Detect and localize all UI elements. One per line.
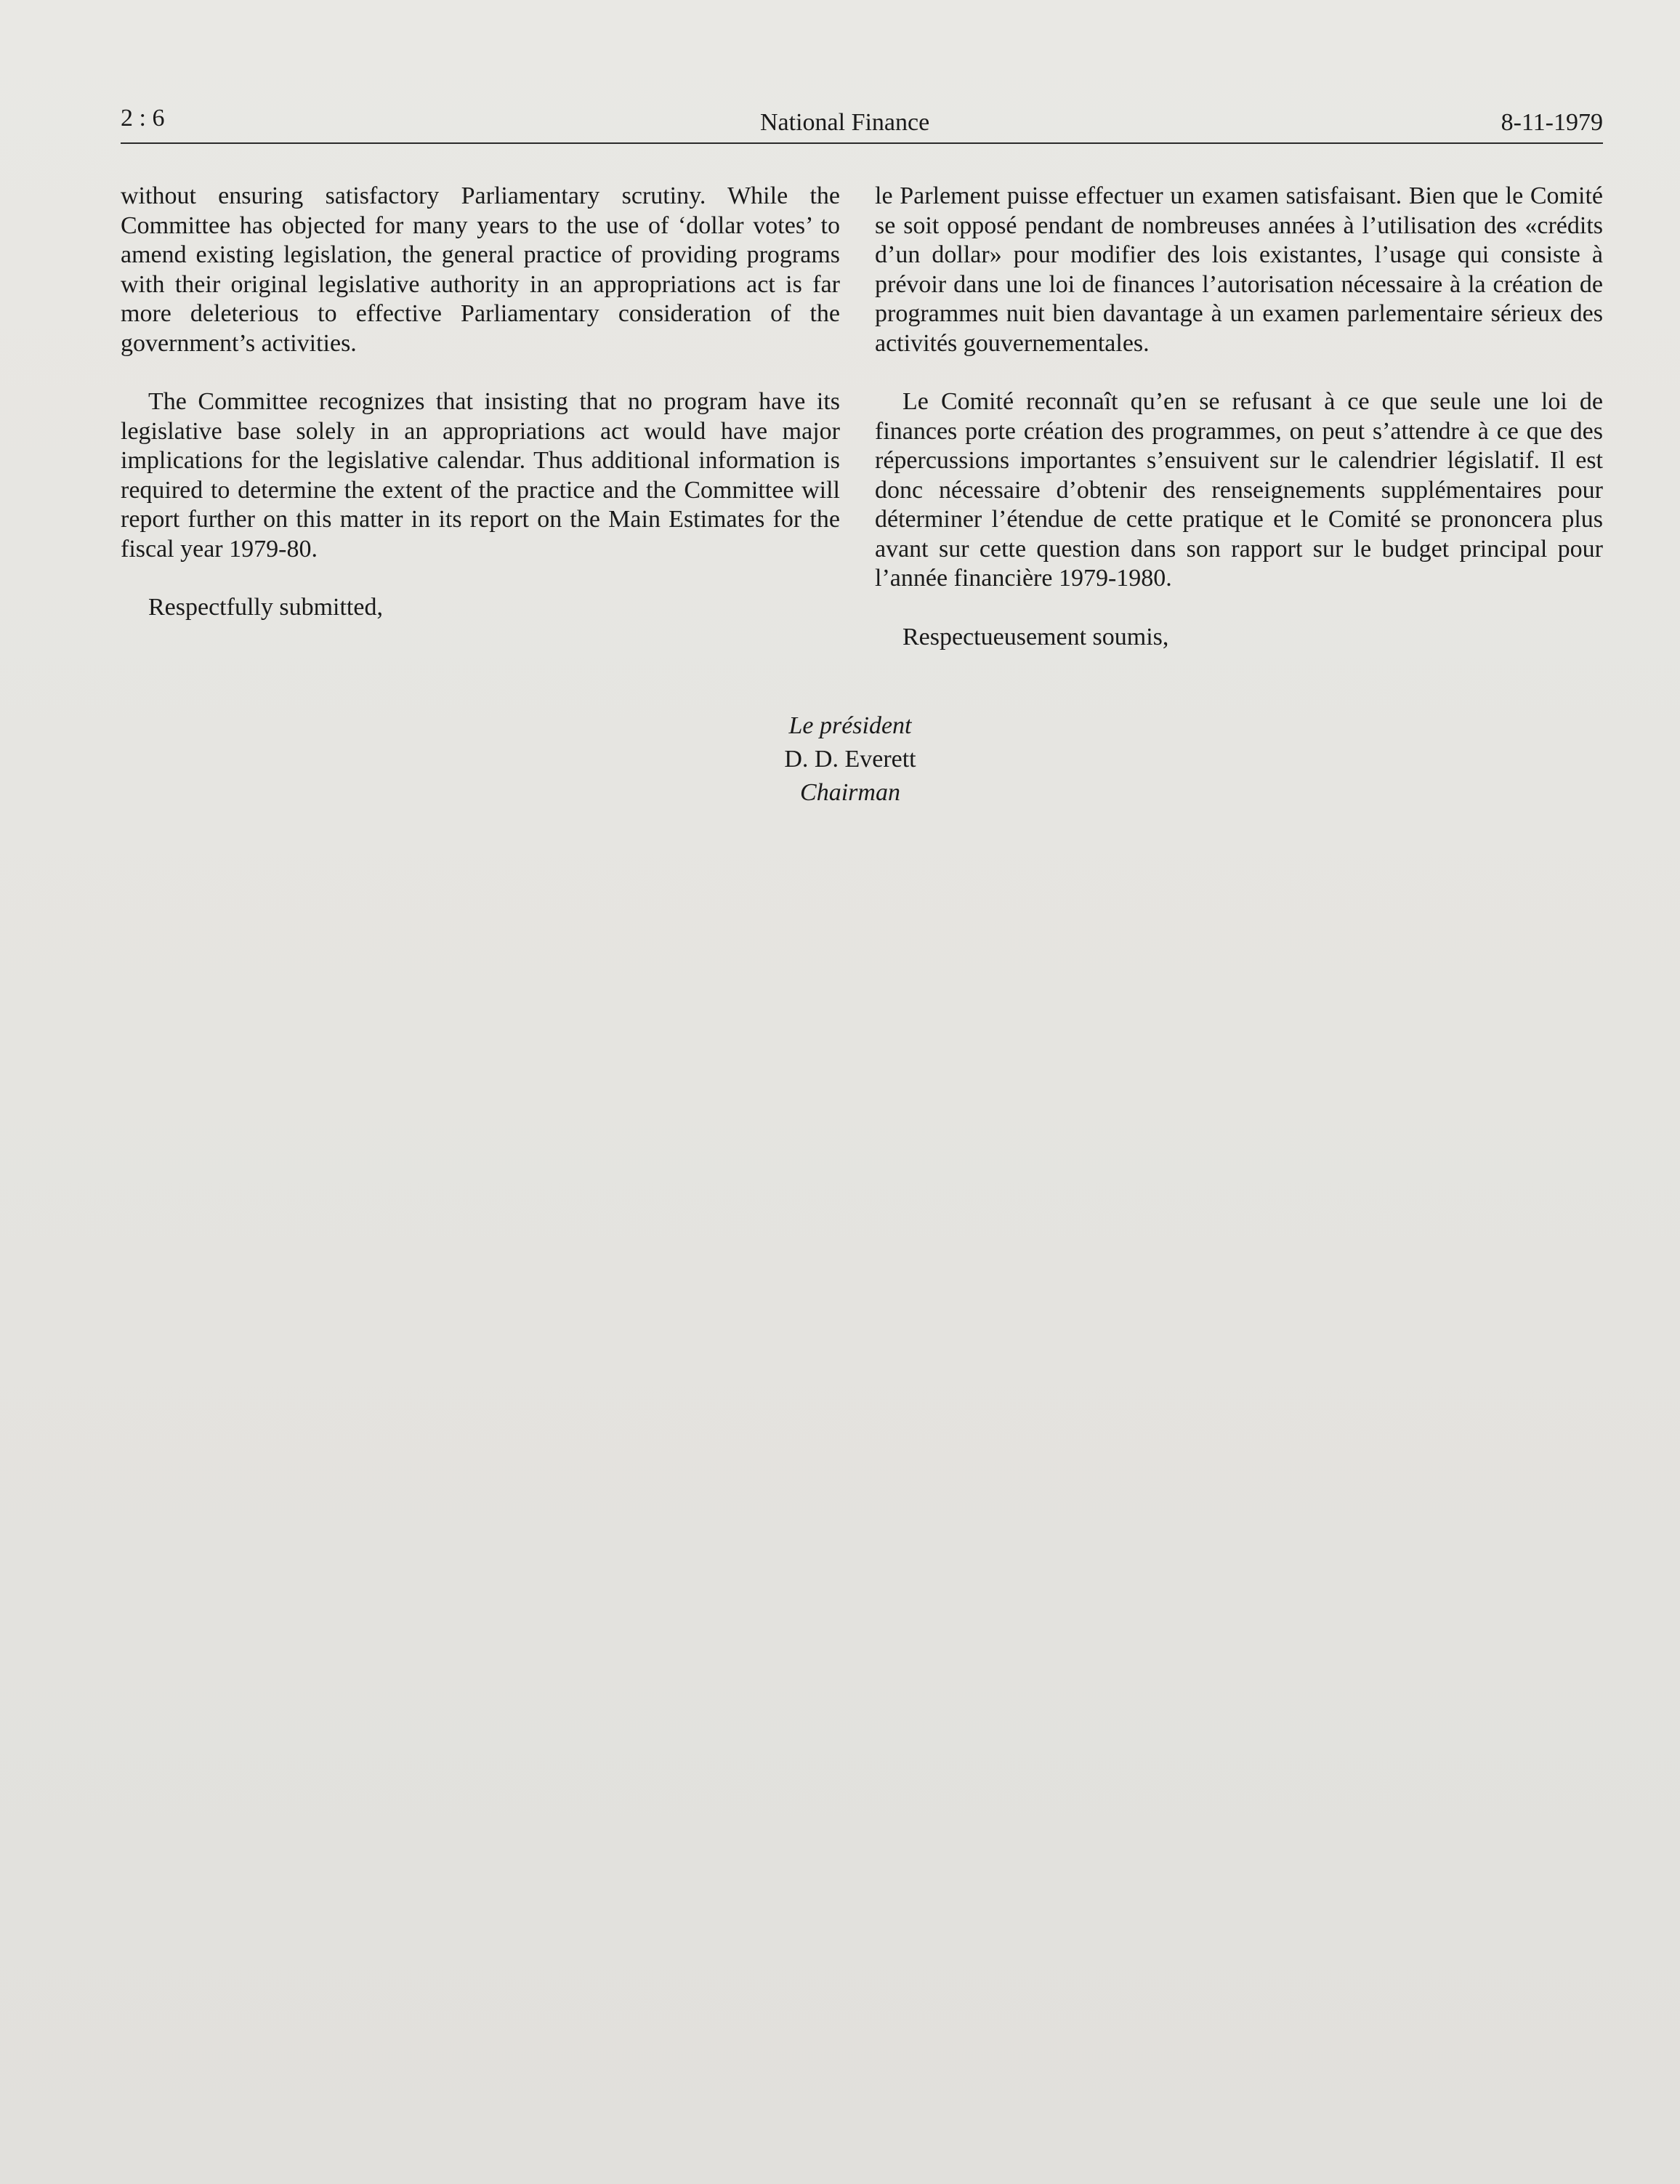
signature-title-en: Chairman (800, 779, 900, 806)
french-paragraph-1: le Parlement puisse effectuer un examen satisfaisant. Bien que le Comité se soit opposé pendant de nombreuses années à l’utilisation des «crédits d’un dollar» pour modifier des lois existantes, l’usage qui consiste à prévoir dans une loi de finances l’autorisation nécessaire à la création de programmes nuit bien davantage à un examen parlementaire sérieux des activités gouvernementales. (875, 182, 1603, 357)
english-paragraph-1: without ensuring satisfactory Parliamentary scrutiny. While the Committee has objected for many years to the use of ‘dollar votes’ to amend existing legislation, the general practice of providing programs with their original legislative authority in an appropriations act is far more deleterious to effective Parliamentary consideration of the government’s activities. (121, 182, 840, 357)
french-column (875, 182, 1603, 681)
page-number: 2 : 6 (121, 105, 165, 132)
page-header (121, 105, 1603, 141)
header-rule (121, 142, 1603, 144)
french-closing: Respectueusement soumis, (902, 623, 1169, 650)
english-column (121, 182, 840, 652)
running-title: National Finance (760, 109, 930, 136)
signature-name: D. D. Everett (784, 746, 916, 773)
english-paragraph-2: The Committee recognizes that insisting that no program have its legislative base solely in an appropriations act would have major implications for the legislative calendar. Thus additional information is required to determine the extent of the practice and the Committee will report further on this matter in its report on the Main Estimates for the fiscal year 1979-80. (121, 388, 840, 563)
header-date: 8-11-1979 (1501, 109, 1603, 136)
french-paragraph-2: Le Comité reconnaît qu’en se refusant à ce que seule une loi de finances porte création des programmes, on peut s’attendre à ce que des répercussions importantes s’ensuivent sur le calendrier législatif. Il est donc nécessaire d’obtenir des renseignements supplémentaires pour déterminer l’étendue de cette pratique et le Comité se prononcera plus avant sur cette question dans son rapport sur le budget principal pour l’année financière 1979-1980. (875, 388, 1603, 592)
signature-title-fr: Le président (788, 712, 912, 739)
english-closing: Respectfully submitted, (148, 594, 383, 621)
